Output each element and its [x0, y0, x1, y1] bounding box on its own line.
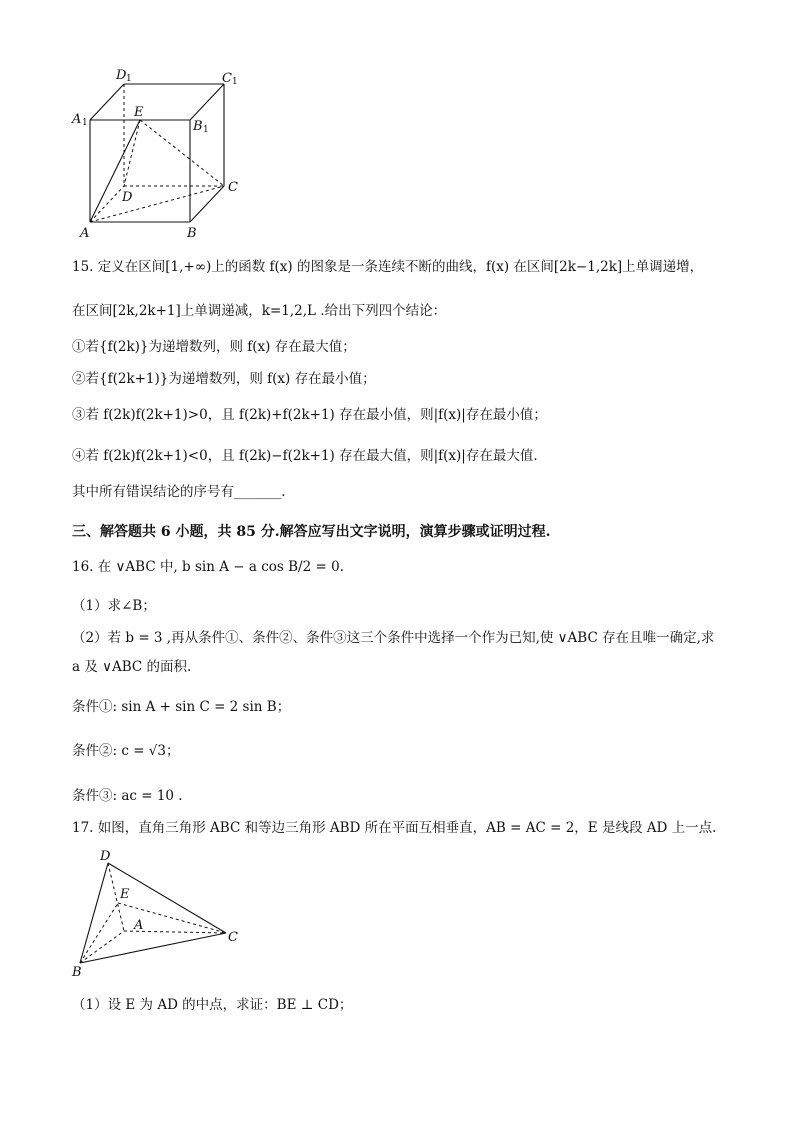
q15-item-2: ②若{f(2k+1)}为递增数列，则 f(x) 存在最小值；	[72, 371, 376, 387]
label-A1: A	[72, 112, 82, 127]
label-C: C	[228, 180, 238, 195]
cube-figure	[60, 60, 260, 250]
q15-item-4: ④若 f(2k)f(2k+1)<0，且 f(2k)−f(2k+1) 存在最大值，则|f(x)|存在最大值.	[72, 448, 538, 464]
tetra-label-D: D	[100, 849, 111, 864]
q16-part-2a: （2）若 b = 3 ,再从条件①、条件②、条件③这三个条件中选择一个作为已知,使 ∨ABC 存在且唯一确定,求	[72, 630, 715, 646]
q16-part-2b: a 及 ∨ABC 的面积.	[72, 659, 192, 675]
label-C1-sub: 1	[232, 77, 238, 87]
q15-line-2: 在区间[2k,2k+1]上单调递减，k=1,2,L .给出下列四个结论：	[72, 303, 447, 319]
q15-line-1: 15. 定义在区间[1,+∞)上的函数 f(x) 的图象是一条连续不断的曲线，f(x) 在区间[2k−1,2k]上单调递增，	[72, 259, 704, 275]
label-A: A	[80, 226, 90, 241]
tetra-label-C: C	[228, 930, 238, 945]
label-D: D	[122, 190, 133, 205]
label-A1-sub: 1	[82, 118, 88, 128]
q17-part-1: （1）设 E 为 AD 的中点，求证：BE ⊥ CD；	[72, 997, 353, 1013]
tetra-label-B: B	[72, 965, 82, 980]
label-B1: B	[193, 119, 203, 134]
label-E: E	[134, 105, 144, 120]
label-C1: C	[222, 71, 232, 86]
tetrahedron-figure	[66, 845, 256, 980]
q15-ask: 其中所有错误结论的序号有_______.	[72, 484, 286, 500]
q17-stem: 17. 如图，直角三角形 ABC 和等边三角形 ABD 所在平面互相垂直，AB = AC = 2，E 是线段 AD 上一点.	[72, 820, 717, 836]
tetra-label-E: E	[120, 887, 130, 902]
q16-condition-1: 条件①: sin A + sin C = 2 sin B；	[72, 699, 291, 715]
q15-item-3: ③若 f(2k)f(2k+1)>0，且 f(2k)+f(2k+1) 存在最小值，则|f(x)|存在最小值；	[72, 407, 547, 423]
q16-stem: 16. 在 ∨ABC 中, b sin A − a cos B/2 = 0.	[72, 559, 344, 575]
label-D1-sub: 1	[126, 74, 132, 84]
q16-part-1: （1）求∠B；	[72, 598, 156, 614]
q16-condition-3: 条件③: ac = 10 .	[72, 788, 183, 804]
tetra-label-A: A	[134, 918, 144, 933]
q15-item-1: ①若{f(2k)}为递增数列，则 f(x) 存在最大值；	[72, 339, 356, 355]
q16-condition-2: 条件②: c = √3；	[72, 743, 180, 759]
section-3-heading: 三、解答题共 6 小题，共 85 分.解答应写出文字说明，演算步骤或证明过程.	[72, 524, 551, 540]
label-B1-sub: 1	[203, 125, 209, 135]
label-B: B	[187, 226, 197, 241]
label-D1: D	[116, 68, 127, 83]
